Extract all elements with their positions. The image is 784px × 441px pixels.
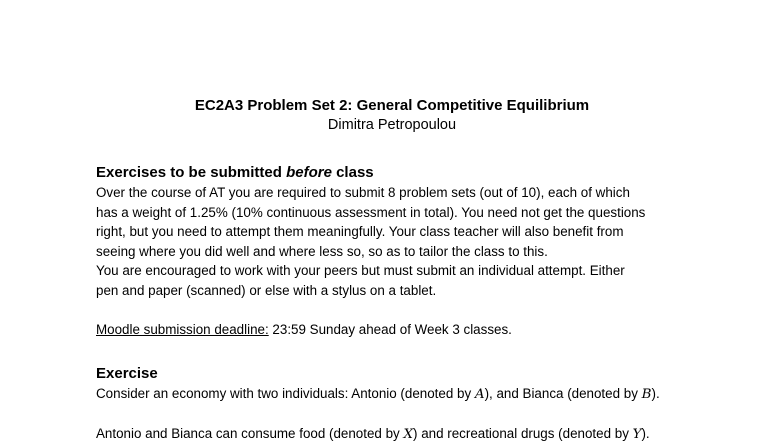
exercise-line-2 <box>96 424 696 441</box>
math-variable-y: Y <box>632 426 642 441</box>
exercise-line-1 <box>96 384 696 405</box>
math-variable-b: B <box>641 387 652 402</box>
submission-line: Over the course of AT you are required to submit 8 problem sets (out of 10), each of which <box>96 185 630 200</box>
submission-heading-suffix: class <box>331 164 374 181</box>
document-title: EC2A3 Problem Set 2: General Competitive Equilibrium <box>194 97 590 114</box>
submission-line: You are encouraged to work with your peers but must submit an individual attempt. Either <box>96 263 625 278</box>
submission-section <box>96 163 696 300</box>
submission-line: seeing where you did well and where less so, so as to tailor the class to this. <box>96 243 548 259</box>
document-author: Dimitra Petropoulou <box>327 117 457 133</box>
exercise-section <box>96 364 696 441</box>
exercise-text: ). <box>651 386 660 401</box>
exercise-text: ). <box>641 425 650 441</box>
submission-heading-emphasis: before <box>286 164 332 181</box>
title-block <box>0 96 784 135</box>
math-variable-a: A <box>474 387 485 402</box>
submission-heading <box>96 163 696 183</box>
submission-line: right, but you need to attempt them meaningfully. Your class teacher will also benefit from <box>96 224 624 239</box>
deadline-label: Moodle submission deadline: <box>96 322 269 337</box>
exercise-text: ), and Bianca (denoted by <box>484 386 642 401</box>
deadline-line <box>96 320 512 340</box>
deadline-value: 23:59 Sunday ahead of Week 3 classes. <box>268 322 512 337</box>
submission-heading-prefix: Exercises to be submitted <box>96 164 287 181</box>
submission-line: has a weight of 1.25% (10% continuous assessment in total). You need not get the questions <box>96 204 646 220</box>
exercise-text: ) and recreational drugs (denoted by <box>413 425 633 441</box>
exercise-heading: Exercise <box>96 365 158 382</box>
math-variable-x: X <box>403 426 414 441</box>
submission-line: pen and paper (scanned) or else with a stylus on a tablet. <box>96 282 437 298</box>
exercise-text: Antonio and Bianca can consume food (denoted by <box>96 425 404 441</box>
exercise-text: Consider an economy with two individuals: Antonio (denoted by <box>96 386 475 401</box>
